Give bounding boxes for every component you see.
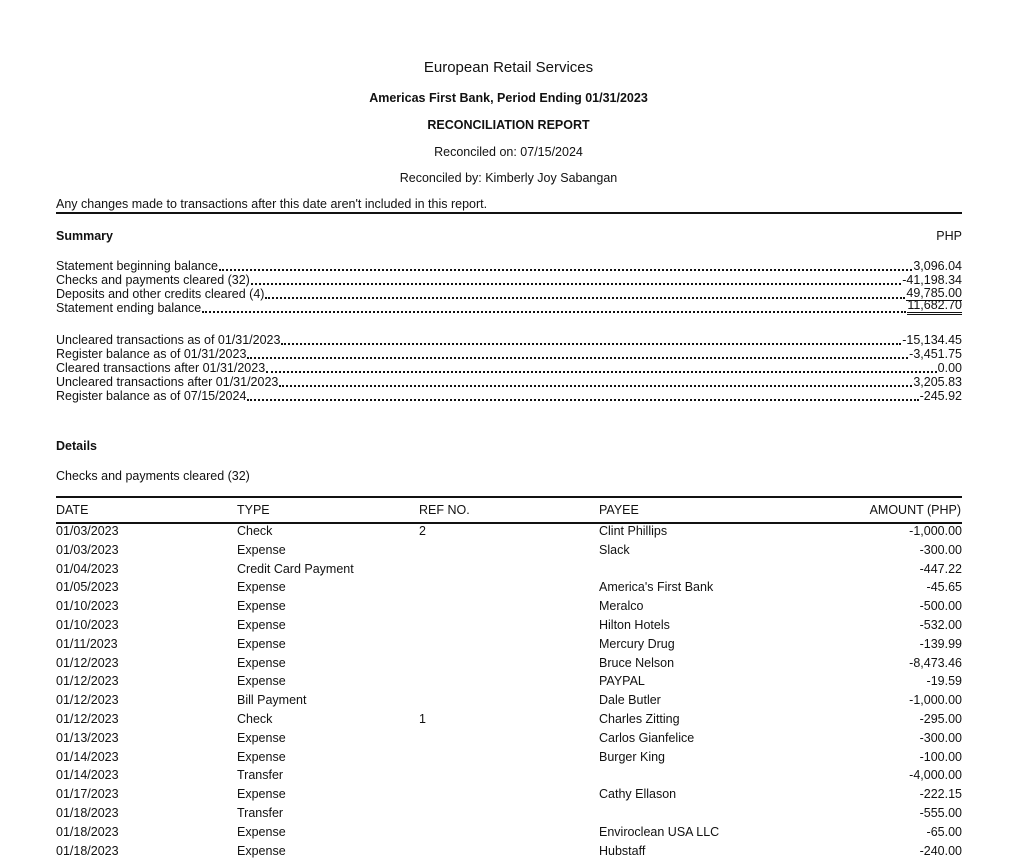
cell-type: Expense <box>237 636 286 651</box>
details-heading: Details <box>56 439 97 453</box>
cell-payee: Slack <box>599 542 630 557</box>
cell-type: Expense <box>237 580 286 595</box>
summary-value: -15,134.45 <box>902 333 962 347</box>
summary-line <box>56 389 962 403</box>
dot-leader <box>266 371 936 373</box>
cell-amount: -8,473.46 <box>909 655 962 670</box>
column-header-type: TYPE <box>237 503 270 517</box>
summary-heading: Summary <box>56 229 113 243</box>
table-row <box>56 748 962 766</box>
cell-payee: America's First Bank <box>599 580 714 595</box>
currency-label: PHP <box>936 229 962 243</box>
table-row <box>56 597 962 615</box>
summary-value: 3,205.83 <box>913 375 962 389</box>
summary-line <box>56 273 962 287</box>
cell-amount: -19.59 <box>926 674 962 689</box>
cell-date: 01/10/2023 <box>56 618 119 632</box>
summary-label: Uncleared transactions as of 01/31/2023 <box>56 333 281 347</box>
summary-line <box>56 375 962 389</box>
summary-value: 3,096.04 <box>913 259 962 273</box>
cell-amount: -500.00 <box>919 599 962 614</box>
cell-date: 01/13/2023 <box>56 730 119 745</box>
column-header-date: DATE <box>56 503 89 517</box>
cell-payee: Charles Zitting <box>599 712 680 726</box>
table-row <box>56 541 962 559</box>
cell-date: 01/04/2023 <box>56 561 119 576</box>
cell-date: 01/12/2023 <box>56 712 119 726</box>
summary-label: Statement ending balance <box>56 301 202 315</box>
summary-value: 49,785.00 <box>906 286 962 300</box>
cell-payee: Burger King <box>599 749 666 764</box>
report-note: Any changes made to transactions after this date aren't included in this report. <box>56 197 962 214</box>
bank-period: Americas First Bank, Period Ending 01/31/2023 <box>369 91 648 105</box>
summary-line <box>56 361 962 375</box>
summary-label: Checks and payments cleared (32) <box>56 273 250 287</box>
cell-amount: -1,000.00 <box>909 524 962 538</box>
reconciled-by: Reconciled by: Kimberly Joy Sabangan <box>399 171 618 185</box>
cell-date: 01/14/2023 <box>56 749 119 764</box>
dot-leader <box>202 311 906 313</box>
cell-type: Expense <box>237 655 286 670</box>
cell-type: Expense <box>237 730 286 745</box>
summary-value: -41,198.34 <box>902 273 962 287</box>
cell-type: Check <box>237 712 273 726</box>
dot-leader <box>219 269 912 271</box>
summary-label: Register balance as of 07/15/2024 <box>56 389 247 403</box>
cell-date: 01/17/2023 <box>56 787 119 802</box>
cell-date: 01/14/2023 <box>56 768 119 783</box>
cell-type: Expense <box>237 787 286 802</box>
cell-type: Expense <box>237 599 286 614</box>
cell-type: Credit Card Payment <box>237 561 354 576</box>
summary-line <box>56 333 962 347</box>
cell-date: 01/10/2023 <box>56 599 119 614</box>
cell-amount: -555.00 <box>919 806 962 820</box>
cell-type: Expense <box>237 749 286 764</box>
table-row <box>56 635 962 653</box>
cell-date: 01/18/2023 <box>56 824 119 839</box>
cell-payee: Mercury Drug <box>599 636 675 651</box>
cell-type: Expense <box>237 824 286 839</box>
table-row <box>56 616 962 634</box>
cell-amount: -222.15 <box>919 787 962 802</box>
table-row <box>56 522 962 540</box>
cell-payee: Hubstaff <box>599 843 646 858</box>
cell-amount: -532.00 <box>919 618 962 632</box>
cell-payee: Carlos Gianfelice <box>599 730 695 745</box>
cell-type: Expense <box>237 843 286 858</box>
column-header-payee: PAYEE <box>599 503 639 517</box>
cell-date: 01/12/2023 <box>56 674 119 689</box>
cell-amount: -300.00 <box>919 730 962 745</box>
summary-value: -245.92 <box>919 389 962 403</box>
cell-type: Check <box>237 524 273 538</box>
summary-value: 11,682.70 <box>907 298 962 315</box>
summary-line <box>56 287 962 301</box>
cell-date: 01/18/2023 <box>56 806 119 820</box>
cell-date: 01/12/2023 <box>56 693 119 708</box>
cell-date: 01/05/2023 <box>56 580 119 595</box>
summary-label: Register balance as of 01/31/2023 <box>56 347 247 361</box>
table-row <box>56 578 962 596</box>
cell-amount: -295.00 <box>919 712 962 726</box>
cell-type: Expense <box>237 618 286 632</box>
table-row <box>56 672 962 690</box>
table-row <box>56 766 962 784</box>
cell-amount: -100.00 <box>919 749 962 764</box>
table-row <box>56 710 962 728</box>
cell-date: 01/03/2023 <box>56 524 119 538</box>
summary-label: Uncleared transactions after 01/31/2023 <box>56 375 279 389</box>
table-row <box>56 804 962 822</box>
cell-amount: -300.00 <box>919 542 962 557</box>
reconciled-on: Reconciled on: 07/15/2024 <box>434 145 583 159</box>
summary-label: Deposits and other credits cleared (4) <box>56 287 265 301</box>
summary-label: Statement beginning balance <box>56 259 218 273</box>
dot-leader <box>247 357 908 359</box>
table-row <box>56 823 962 841</box>
table-row <box>56 560 962 578</box>
cell-amount: -447.22 <box>919 561 962 576</box>
cell-date: 01/18/2023 <box>56 843 119 858</box>
dot-leader <box>265 297 905 299</box>
cell-amount: -45.65 <box>926 580 962 595</box>
cell-payee: PAYPAL <box>599 674 645 689</box>
cell-amount: -65.00 <box>926 824 962 839</box>
cell-date: 01/11/2023 <box>56 636 118 651</box>
cell-payee: Bruce Nelson <box>599 655 675 670</box>
column-header-ref: REF NO. <box>419 503 470 517</box>
cell-payee: Hilton Hotels <box>599 618 670 632</box>
dot-leader <box>279 385 912 387</box>
dot-leader <box>281 343 901 345</box>
table-row <box>56 842 962 860</box>
table-row <box>56 729 962 747</box>
summary-value: -3,451.75 <box>909 347 962 361</box>
summary-label: Cleared transactions after 01/31/2023 <box>56 361 266 375</box>
table-row <box>56 691 962 709</box>
cell-date: 01/03/2023 <box>56 542 119 557</box>
cell-type: Transfer <box>237 806 284 820</box>
dot-leader <box>247 399 918 401</box>
cell-payee: Dale Butler <box>599 693 661 708</box>
summary-line <box>56 298 962 315</box>
column-header-amount: AMOUNT (PHP) <box>869 503 961 517</box>
cell-amount: -240.00 <box>919 843 962 858</box>
cell-type: Transfer <box>237 768 284 783</box>
cell-payee: Cathy Ellason <box>599 787 677 802</box>
report-title: RECONCILIATION REPORT <box>427 118 590 132</box>
summary-line <box>56 259 962 273</box>
cell-ref: 2 <box>419 524 426 538</box>
cell-amount: -4,000.00 <box>909 768 962 783</box>
cell-amount: -139.99 <box>919 636 962 651</box>
cell-payee: Meralco <box>599 599 644 614</box>
cell-date: 01/12/2023 <box>56 655 119 670</box>
cell-payee: Clint Phillips <box>599 524 668 538</box>
table-row <box>56 654 962 672</box>
summary-line <box>56 347 962 361</box>
cell-type: Bill Payment <box>237 693 307 708</box>
dot-leader <box>251 283 901 285</box>
cell-payee: Enviroclean USA LLC <box>599 824 720 839</box>
table-header <box>56 496 962 524</box>
cell-type: Expense <box>237 674 286 689</box>
cell-amount: -1,000.00 <box>909 693 962 708</box>
summary-value: 0.00 <box>937 361 962 375</box>
cell-type: Expense <box>237 542 286 557</box>
table-row <box>56 785 962 803</box>
cell-ref: 1 <box>419 712 426 726</box>
company-name: European Retail Services <box>423 59 594 76</box>
section-heading: Checks and payments cleared (32) <box>56 469 250 483</box>
